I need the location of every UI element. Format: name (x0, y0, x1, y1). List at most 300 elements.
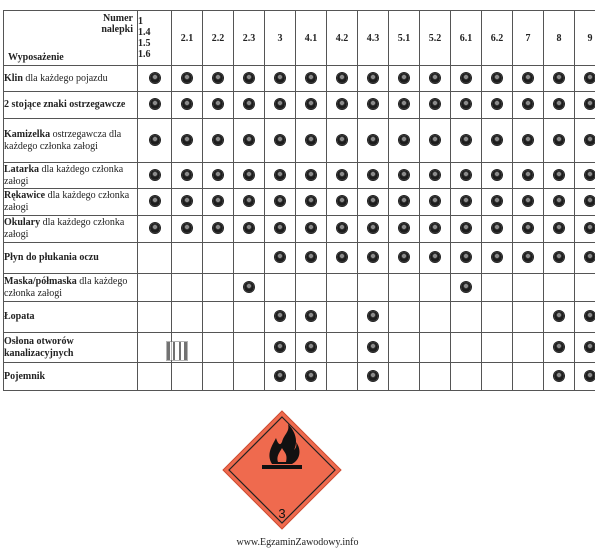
required-marker-icon (368, 252, 378, 262)
table-row (4, 66, 595, 92)
equipment-name-bold: Latarka (4, 163, 39, 175)
mark-cell (482, 333, 513, 363)
required-marker-icon (399, 99, 409, 109)
required-marker-icon (213, 135, 223, 145)
required-marker-icon (461, 282, 471, 292)
required-marker-icon (399, 223, 409, 233)
required-marker-icon (585, 223, 595, 233)
required-marker-icon (244, 135, 254, 145)
corner-header (4, 11, 138, 66)
required-marker-icon (368, 311, 378, 321)
mark-cell (389, 274, 420, 302)
required-marker-icon (585, 196, 595, 206)
required-marker-icon (306, 223, 316, 233)
mark-cell (451, 302, 482, 333)
mark-cell (265, 92, 296, 119)
equipment-name-bold: Rękawice (4, 190, 46, 201)
mark-cell (420, 274, 451, 302)
mark-cell (420, 119, 451, 163)
mark-cell (172, 363, 203, 391)
required-marker-icon (554, 99, 564, 109)
mark-cell (296, 163, 327, 189)
mark-cell (544, 274, 575, 302)
required-marker-icon (399, 135, 409, 145)
required-marker-icon (523, 252, 533, 262)
required-marker-icon (275, 196, 285, 206)
mark-cell (389, 363, 420, 391)
mark-cell (575, 274, 595, 302)
required-marker-icon (244, 282, 254, 292)
mark-cell (358, 243, 389, 274)
required-marker-icon (275, 170, 285, 180)
required-marker-icon (399, 196, 409, 206)
equipment-name-rest: ostrzegawcza dla każdego członka załogi (4, 128, 122, 152)
mark-cell (420, 66, 451, 92)
required-marker-icon (461, 170, 471, 180)
label-header-7: 4.2 (327, 11, 358, 66)
required-marker-icon (461, 99, 471, 109)
required-marker-icon (492, 73, 502, 83)
mark-cell (327, 243, 358, 274)
required-marker-icon (554, 223, 564, 233)
required-marker-icon (585, 99, 595, 109)
required-marker-icon (337, 170, 347, 180)
mark-cell (389, 333, 420, 363)
label-header-5: 3 (265, 11, 296, 66)
required-marker-icon (150, 223, 160, 233)
mark-cell (138, 216, 172, 243)
required-marker-icon (306, 135, 316, 145)
required-marker-icon (585, 342, 595, 352)
required-marker-icon (554, 371, 564, 381)
mark-cell (234, 66, 265, 92)
mark-cell (513, 216, 544, 243)
equipment-name (4, 216, 138, 243)
mark-cell (172, 274, 203, 302)
required-marker-icon (461, 196, 471, 206)
mark-cell (513, 243, 544, 274)
required-marker-icon (275, 223, 285, 233)
required-marker-icon (368, 73, 378, 83)
required-marker-icon (554, 73, 564, 83)
mark-cell (203, 189, 234, 216)
equipment-name-rest: dla każdego członka załogi (4, 217, 125, 240)
required-marker-icon (275, 342, 285, 352)
required-marker-icon (430, 135, 440, 145)
required-marker-icon (182, 135, 192, 145)
required-marker-icon (430, 196, 440, 206)
mark-cell (265, 119, 296, 163)
mark-cell (420, 302, 451, 333)
required-marker-icon (182, 196, 192, 206)
required-marker-icon (368, 170, 378, 180)
equipment-name-bold: Osłona otworów kanalizacyjnych (4, 335, 74, 359)
required-marker-icon (492, 135, 502, 145)
required-marker-icon (182, 99, 192, 109)
mark-cell (203, 216, 234, 243)
mark-cell (575, 216, 595, 243)
mark-cell (575, 92, 595, 119)
mark-cell (327, 363, 358, 391)
table-row (4, 189, 595, 216)
mark-cell (234, 163, 265, 189)
required-marker-icon (275, 99, 285, 109)
required-marker-icon (150, 170, 160, 180)
mark-cell (296, 216, 327, 243)
equipment-name (4, 274, 138, 302)
mark-cell (327, 163, 358, 189)
mark-cell (420, 216, 451, 243)
mark-cell (234, 119, 265, 163)
mark-cell (482, 119, 513, 163)
mark-cell (296, 274, 327, 302)
required-marker-icon (306, 371, 316, 381)
mark-cell (482, 189, 513, 216)
mark-cell (265, 274, 296, 302)
mark-cell (327, 66, 358, 92)
mark-cell (575, 363, 595, 391)
mark-cell (544, 363, 575, 391)
mark-cell (296, 189, 327, 216)
mark-cell (544, 119, 575, 163)
label-line: 1.4 (138, 27, 151, 38)
mark-cell (358, 189, 389, 216)
label-header-13: 7 (513, 11, 544, 66)
mark-cell (544, 66, 575, 92)
mark-cell (389, 119, 420, 163)
mark-cell (358, 216, 389, 243)
mark-cell (544, 216, 575, 243)
mark-cell (265, 216, 296, 243)
required-marker-icon (430, 73, 440, 83)
mark-cell (138, 274, 172, 302)
mark-cell (296, 119, 327, 163)
label-line: 1 (138, 16, 143, 27)
mark-cell (358, 333, 389, 363)
table-row (4, 92, 595, 119)
mark-cell (203, 333, 234, 363)
mark-cell (265, 333, 296, 363)
label-header-6: 4.1 (296, 11, 327, 66)
required-marker-icon (368, 342, 378, 352)
required-marker-icon (275, 135, 285, 145)
mark-cell (327, 92, 358, 119)
hazard-placard (222, 410, 342, 530)
mark-cell (513, 66, 544, 92)
mark-cell (575, 333, 595, 363)
mark-cell (544, 92, 575, 119)
mark-cell (575, 119, 595, 163)
equipment-name (4, 163, 138, 189)
numer-label: Numer (103, 13, 133, 24)
table-row (4, 363, 595, 391)
mark-cell (544, 243, 575, 274)
mark-cell (482, 243, 513, 274)
mark-cell (138, 302, 172, 333)
required-marker-icon (399, 252, 409, 262)
mark-cell (296, 333, 327, 363)
mark-cell (203, 243, 234, 274)
mark-cell (451, 363, 482, 391)
required-marker-icon (244, 196, 254, 206)
equipment-name (4, 333, 138, 363)
mark-cell (420, 92, 451, 119)
required-marker-icon (523, 170, 533, 180)
required-marker-icon (213, 73, 223, 83)
mark-cell (358, 302, 389, 333)
mark-cell (327, 274, 358, 302)
required-marker-icon (585, 73, 595, 83)
required-marker-icon (306, 342, 316, 352)
required-marker-icon (523, 73, 533, 83)
mark-cell (358, 274, 389, 302)
mark-cell (482, 216, 513, 243)
mark-cell (296, 302, 327, 333)
mark-cell (234, 274, 265, 302)
required-marker-icon (523, 99, 533, 109)
required-marker-icon (585, 135, 595, 145)
mark-cell (138, 66, 172, 92)
required-marker-icon (492, 99, 502, 109)
mark-cell (451, 243, 482, 274)
mark-cell (265, 66, 296, 92)
equipment-name-rest: dla każdego członka załogi (4, 190, 130, 213)
mark-cell (203, 119, 234, 163)
label-header-8: 4.3 (358, 11, 389, 66)
required-marker-icon (554, 170, 564, 180)
required-marker-icon (306, 252, 316, 262)
mark-cell (451, 92, 482, 119)
mark-cell (327, 216, 358, 243)
mark-cell (482, 92, 513, 119)
mark-cell (172, 163, 203, 189)
required-marker-icon (306, 73, 316, 83)
required-marker-icon (150, 73, 160, 83)
required-marker-icon (306, 311, 316, 321)
mark-cell (389, 243, 420, 274)
required-marker-icon (461, 223, 471, 233)
table-row (4, 333, 595, 363)
required-marker-icon (150, 135, 160, 145)
mark-cell (544, 189, 575, 216)
mark-cell (296, 66, 327, 92)
mark-cell (420, 163, 451, 189)
equipment-name-rest: dla każdego pojazdu (22, 72, 108, 84)
mark-cell (389, 189, 420, 216)
equipment-name (4, 66, 138, 92)
mark-cell (451, 274, 482, 302)
required-marker-icon (306, 196, 316, 206)
equipment-name-rest: dla każdego członka załogi (4, 163, 124, 187)
equipment-name-bold: Łopata (4, 311, 35, 322)
label-header-4: 2.3 (234, 11, 265, 66)
label-line: 1.6 (138, 49, 151, 60)
required-marker-icon (244, 73, 254, 83)
equipment-name-rest: dla każdego członka załogi (4, 275, 128, 299)
label-header-12: 6.2 (482, 11, 513, 66)
required-marker-icon (492, 196, 502, 206)
mark-cell (575, 66, 595, 92)
header-row (4, 11, 595, 66)
mark-cell (451, 119, 482, 163)
mark-cell (172, 243, 203, 274)
required-marker-icon (585, 252, 595, 262)
required-marker-icon (368, 196, 378, 206)
mark-cell (358, 92, 389, 119)
required-marker-icon (275, 371, 285, 381)
required-marker-icon (337, 99, 347, 109)
equipment-name (4, 189, 138, 216)
qr-code-stamp (166, 341, 188, 361)
equipment-name-bold: Okulary (4, 217, 41, 228)
mark-cell (234, 302, 265, 333)
required-marker-icon (368, 99, 378, 109)
required-marker-icon (430, 170, 440, 180)
table-row (4, 243, 595, 274)
required-marker-icon (337, 252, 347, 262)
mark-cell (544, 163, 575, 189)
mark-cell (203, 274, 234, 302)
mark-cell (327, 189, 358, 216)
mark-cell (389, 92, 420, 119)
mark-cell (234, 189, 265, 216)
label-header-15: 9 (575, 11, 595, 66)
mark-cell (234, 216, 265, 243)
equipment-header-label: Wyposażenie (8, 52, 64, 63)
required-marker-icon (523, 196, 533, 206)
mark-cell (234, 363, 265, 391)
equipment-name (4, 302, 138, 333)
label-line: 1.5 (138, 38, 151, 49)
mark-cell (513, 363, 544, 391)
required-marker-icon (306, 170, 316, 180)
mark-cell (138, 119, 172, 163)
mark-cell (420, 189, 451, 216)
mark-cell (420, 243, 451, 274)
required-marker-icon (585, 371, 595, 381)
mark-cell (544, 302, 575, 333)
required-marker-icon (554, 196, 564, 206)
mark-cell (389, 302, 420, 333)
required-marker-icon (554, 311, 564, 321)
required-marker-icon (275, 311, 285, 321)
equipment-name (4, 119, 138, 163)
mark-cell (513, 119, 544, 163)
required-marker-icon (337, 135, 347, 145)
required-marker-icon (337, 196, 347, 206)
mark-cell (172, 189, 203, 216)
mark-cell (513, 333, 544, 363)
table-row (4, 274, 595, 302)
mark-cell (138, 92, 172, 119)
label-header-14: 8 (544, 11, 575, 66)
mark-cell (513, 189, 544, 216)
table-row (4, 302, 595, 333)
label-header-2: 2.1 (172, 11, 203, 66)
footer-url: www.EgzaminZawodowy.info (236, 537, 359, 548)
equipment-table (3, 10, 595, 391)
required-marker-icon (461, 73, 471, 83)
mark-cell (420, 363, 451, 391)
required-marker-icon (368, 135, 378, 145)
required-marker-icon (244, 99, 254, 109)
mark-cell (575, 302, 595, 333)
required-marker-icon (182, 223, 192, 233)
mark-cell (172, 92, 203, 119)
required-marker-icon (523, 223, 533, 233)
mark-cell (172, 66, 203, 92)
label-header-11: 6.1 (451, 11, 482, 66)
mark-cell (203, 92, 234, 119)
required-marker-icon (244, 223, 254, 233)
required-marker-icon (554, 252, 564, 262)
mark-cell (358, 163, 389, 189)
required-marker-icon (430, 99, 440, 109)
mark-cell (358, 66, 389, 92)
required-marker-icon (150, 196, 160, 206)
required-marker-icon (150, 99, 160, 109)
mark-cell (296, 92, 327, 119)
required-marker-icon (337, 73, 347, 83)
mark-cell (482, 66, 513, 92)
equipment-name-bold: Pojemnik (4, 370, 46, 382)
required-marker-icon (275, 73, 285, 83)
equipment-name (4, 363, 138, 391)
mark-cell (451, 333, 482, 363)
mark-cell (482, 302, 513, 333)
required-marker-icon (399, 170, 409, 180)
mark-cell (389, 216, 420, 243)
table-row (4, 216, 595, 243)
table-row (4, 119, 595, 163)
mark-cell (327, 333, 358, 363)
mark-cell (513, 302, 544, 333)
mark-cell (138, 189, 172, 216)
mark-cell (513, 163, 544, 189)
mark-cell (482, 163, 513, 189)
mark-cell (138, 163, 172, 189)
mark-cell (172, 119, 203, 163)
equipment-name-bold: Kamizelka (4, 128, 51, 140)
mark-cell (265, 302, 296, 333)
required-marker-icon (337, 223, 347, 233)
mark-cell (296, 243, 327, 274)
required-marker-icon (430, 252, 440, 262)
required-marker-icon (492, 223, 502, 233)
mark-cell (451, 216, 482, 243)
label-header-9: 5.1 (389, 11, 420, 66)
required-marker-icon (306, 99, 316, 109)
mark-cell (482, 363, 513, 391)
mark-cell (172, 302, 203, 333)
label-header-3: 2.2 (203, 11, 234, 66)
mark-cell (234, 333, 265, 363)
mark-cell (138, 363, 172, 391)
required-marker-icon (182, 73, 192, 83)
required-marker-icon (182, 170, 192, 180)
mark-cell (513, 92, 544, 119)
mark-cell (203, 302, 234, 333)
required-marker-icon (461, 252, 471, 262)
required-marker-icon (585, 311, 595, 321)
required-marker-icon (523, 135, 533, 145)
mark-cell (265, 163, 296, 189)
required-marker-icon (585, 170, 595, 180)
mark-cell (451, 66, 482, 92)
table-row (4, 163, 595, 189)
required-marker-icon (554, 342, 564, 352)
mark-cell (234, 243, 265, 274)
